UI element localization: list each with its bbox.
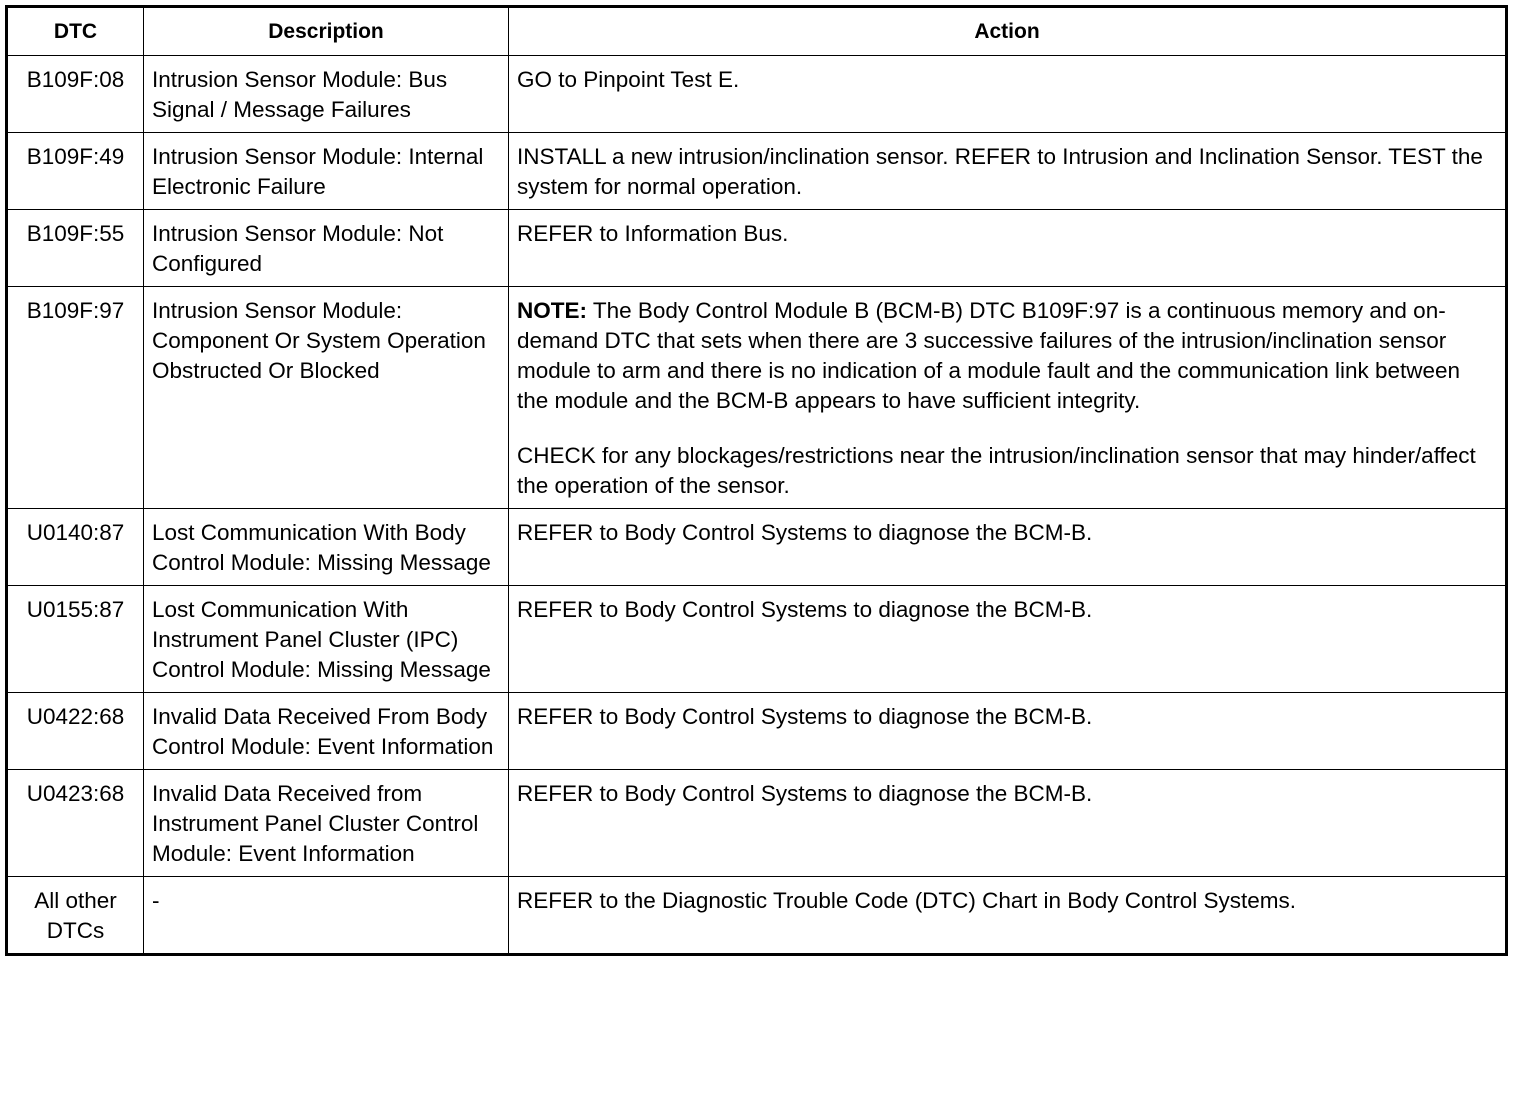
dtc-description: Lost Communication With Instrument Panel Cluster (IPC) Control Module: Missing Message [144,586,509,693]
dtc-description: Intrusion Sensor Module: Internal Electronic Failure [144,133,509,210]
dtc-description: Intrusion Sensor Module: Bus Signal / Message Failures [144,56,509,133]
dtc-description: Intrusion Sensor Module: Component Or System Operation Obstructed Or Blocked [144,287,509,509]
dtc-code: U0155:87 [7,586,144,693]
dtc-action [509,56,1507,133]
action-text: REFER to Body Control Systems to diagnose the BCM-B. [517,597,1093,622]
header-dtc: DTC [7,7,144,56]
dtc-code: All other DTCs [7,877,144,955]
table-row [7,586,1507,693]
action-text: CHECK for any blockages/restrictions near the intrusion/inclination sensor that may hinder/affect the operation of the sensor. [517,443,1476,498]
dtc-action [509,509,1507,586]
action-text: REFER to Information Bus. [517,221,789,246]
action-note [517,296,1497,416]
table-header-row [7,7,1507,56]
table-row [7,210,1507,287]
dtc-action [509,287,1507,509]
dtc-action [509,770,1507,877]
dtc-code: B109F:55 [7,210,144,287]
dtc-action [509,877,1507,955]
dtc-code: U0422:68 [7,693,144,770]
dtc-description: - [144,877,509,955]
dtc-description: Invalid Data Received From Body Control Module: Event Information [144,693,509,770]
dtc-action [509,693,1507,770]
table-row [7,509,1507,586]
note-label: NOTE: [517,298,587,323]
action-text: REFER to Body Control Systems to diagnose the BCM-B. [517,520,1093,545]
dtc-action [509,133,1507,210]
action-text: REFER to Body Control Systems to diagnose the BCM-B. [517,704,1093,729]
action-text: REFER to the Diagnostic Trouble Code (DTC) Chart in Body Control Systems. [517,888,1297,913]
header-description: Description [144,7,509,56]
header-action: Action [509,7,1507,56]
dtc-code: U0423:68 [7,770,144,877]
dtc-code: B109F:49 [7,133,144,210]
dtc-description: Lost Communication With Body Control Module: Missing Message [144,509,509,586]
action-text: GO to Pinpoint Test E. [517,67,740,92]
action-text: INSTALL a new intrusion/inclination sensor. REFER to Intrusion and Inclination Sensor. TEST the system for normal operation. [517,144,1483,199]
table-row [7,287,1507,509]
table-row [7,877,1507,955]
dtc-code: U0140:87 [7,509,144,586]
table-row [7,56,1507,133]
dtc-code: B109F:97 [7,287,144,509]
dtc-code: B109F:08 [7,56,144,133]
note-text: The Body Control Module B (BCM-B) DTC B109F:97 is a continuous memory and on-demand DTC that sets when there are 3 successive failures of the intrusion/inclination sensor module to arm and there is no indication of a module fault and the communication link between the module and the BCM-B appears to have sufficient integrity. [517,298,1461,413]
table-row [7,133,1507,210]
action-text: REFER to Body Control Systems to diagnose the BCM-B. [517,781,1093,806]
table-row [7,770,1507,877]
dtc-description: Intrusion Sensor Module: Not Configured [144,210,509,287]
dtc-action [509,586,1507,693]
table-row [7,693,1507,770]
dtc-table [5,5,1508,956]
dtc-action [509,210,1507,287]
dtc-description: Invalid Data Received from Instrument Panel Cluster Control Module: Event Information [144,770,509,877]
